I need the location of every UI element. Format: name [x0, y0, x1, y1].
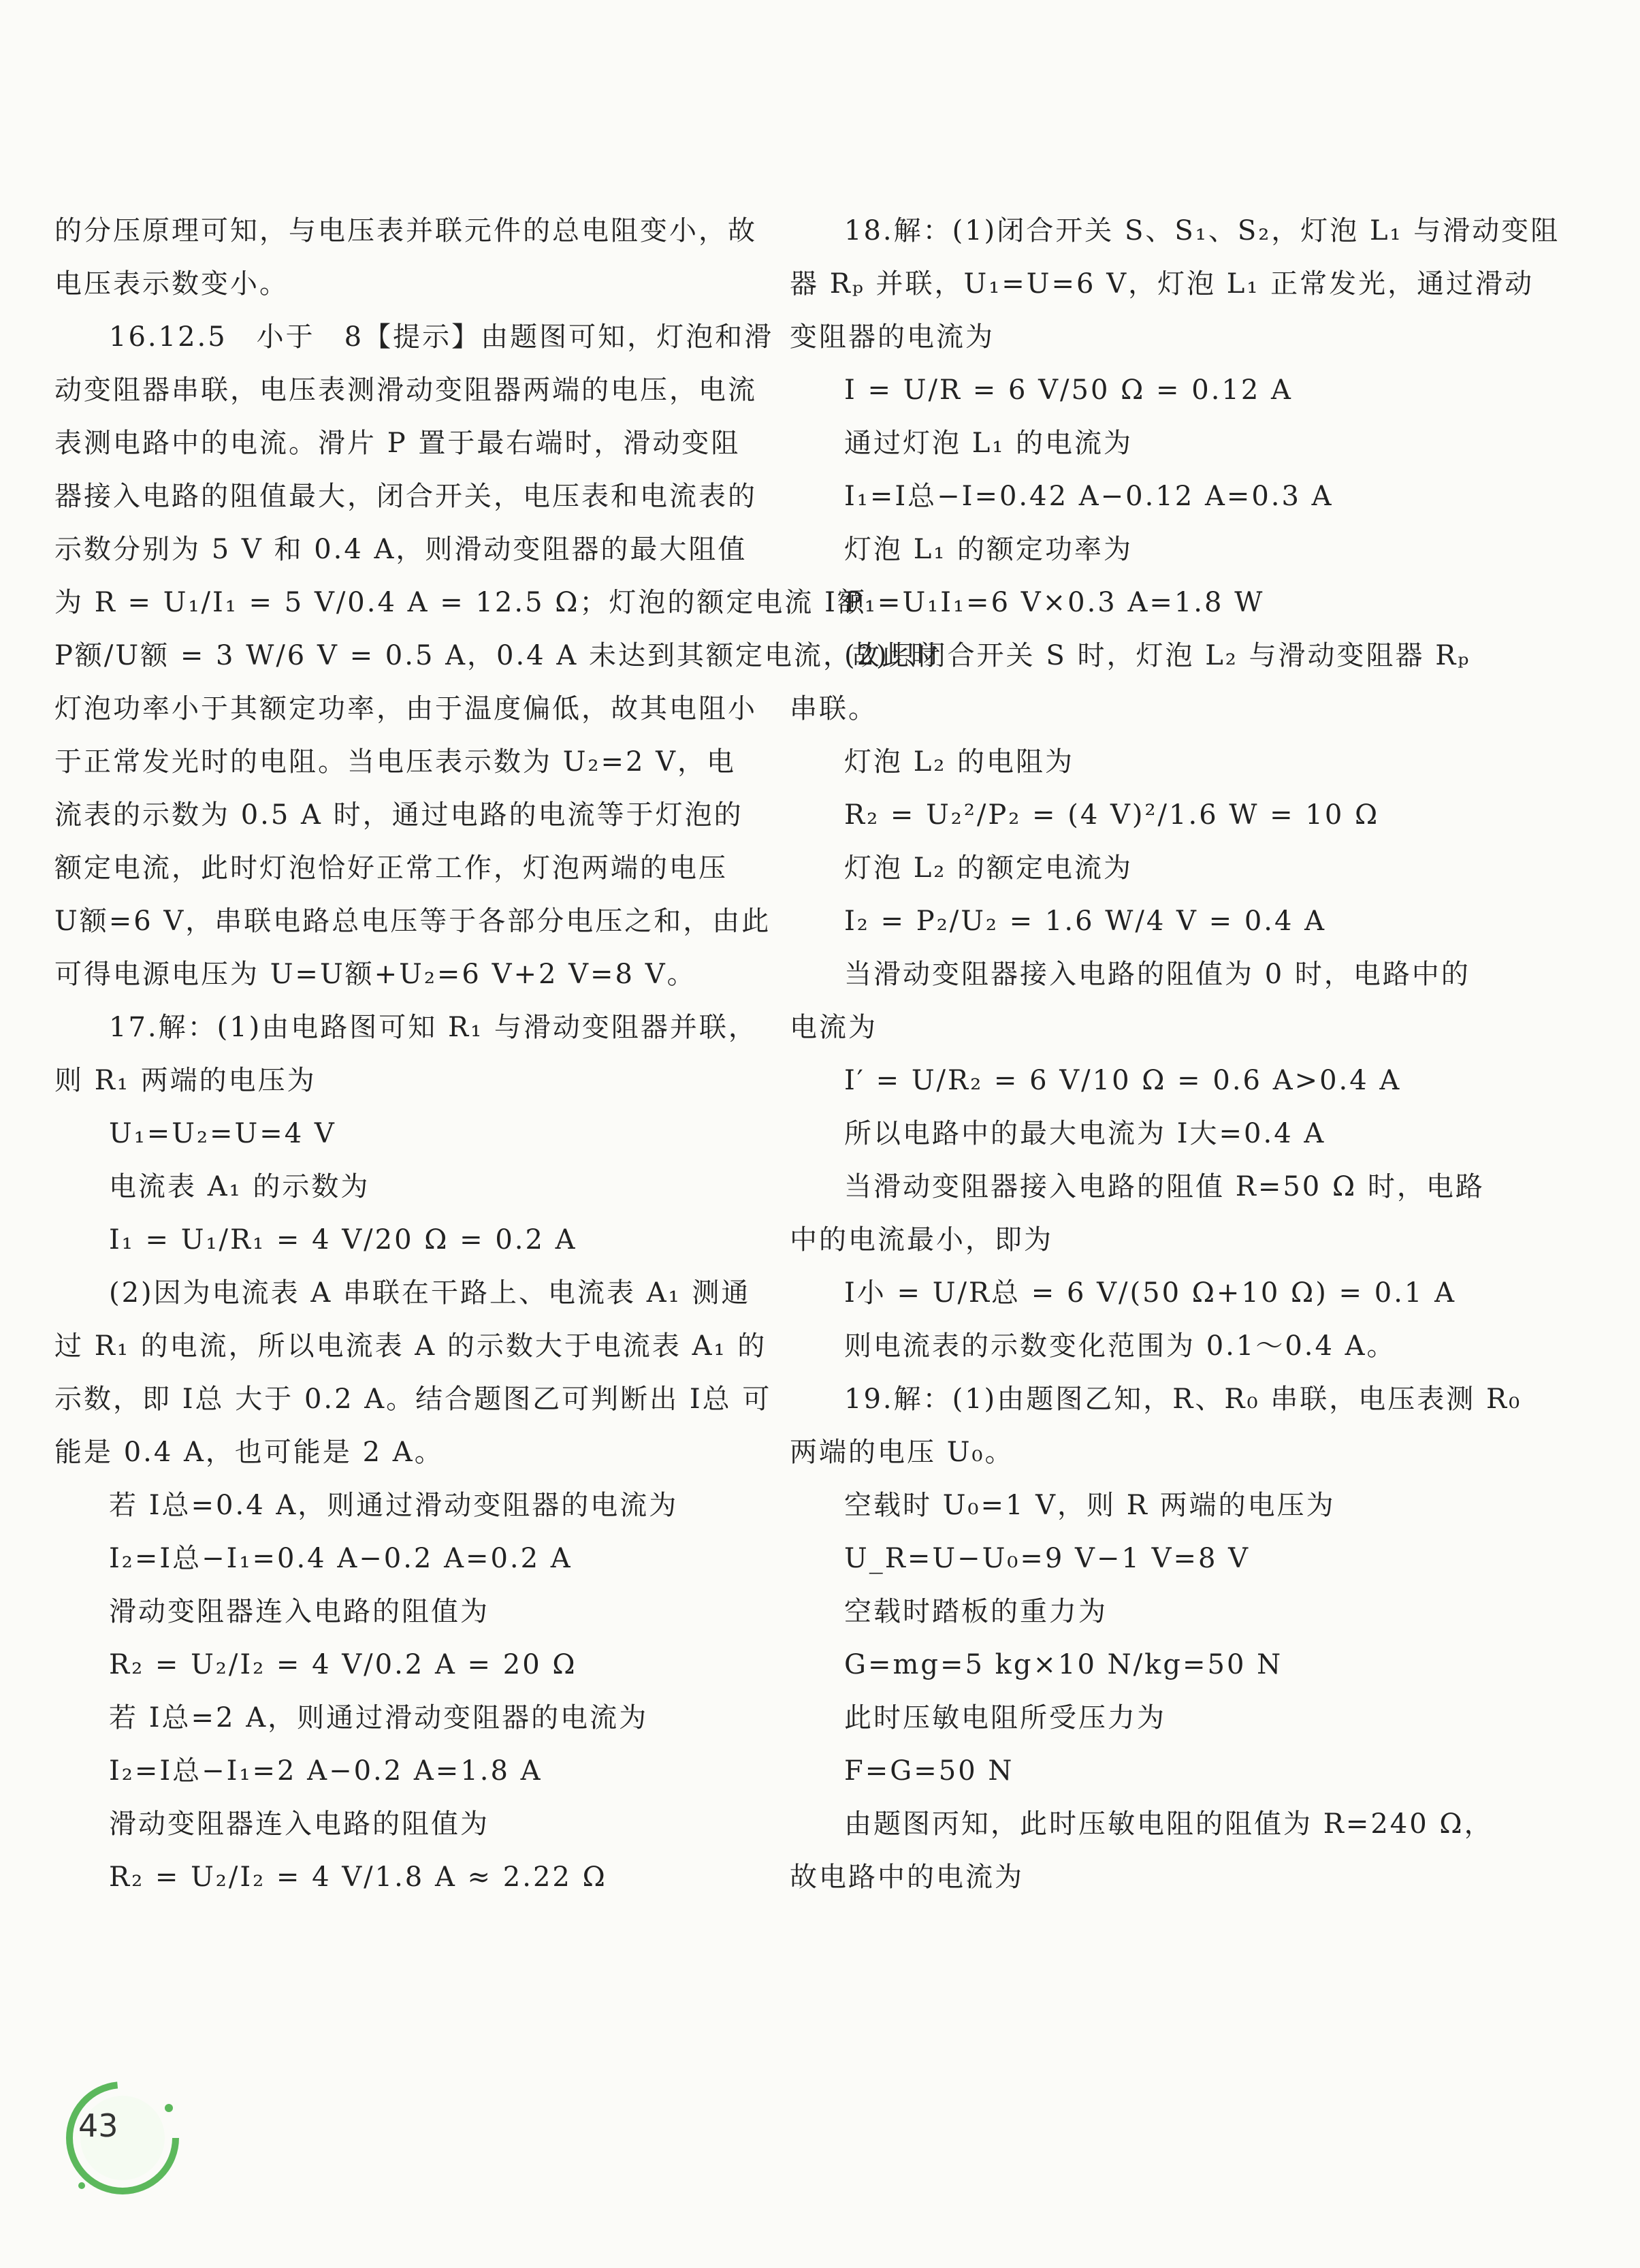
- text-line: I小 = U/R总 = 6 V/(50 Ω+10 Ω) = 0.1 A: [844, 1277, 1456, 1309]
- text-line: 额定电流，此时灯泡恰好正常工作，灯泡两端的电压: [54, 852, 728, 884]
- text-line: 19.解：(1)由题图乙知，R、R₀ 串联，电压表测 R₀: [844, 1384, 1522, 1415]
- text-line: 故电路中的电流为: [790, 1862, 1024, 1893]
- text-line: U_R=U−U₀=9 V−1 V=8 V: [844, 1543, 1251, 1574]
- text-line: 示数分别为 5 V 和 0.4 A，则滑动变阻器的最大阻值: [54, 534, 747, 565]
- text-line: 则 R₁ 两端的电压为: [54, 1065, 317, 1096]
- text-line: I₁=I总−I=0.42 A−0.12 A=0.3 A: [844, 481, 1334, 512]
- text-line: R₂ = U₂/I₂ = 4 V/1.8 A ≈ 2.22 Ω: [109, 1862, 607, 1893]
- text-line: 动变阻器串联，电压表测滑动变阻器两端的电压，电流: [54, 374, 757, 406]
- text-line: 灯泡 L₁ 的额定功率为: [844, 534, 1133, 565]
- text-line: I₂=I总−I₁=2 A−0.2 A=1.8 A: [109, 1755, 543, 1787]
- text-line: 此时压敏电阻所受压力为: [844, 1702, 1166, 1734]
- text-line: R₂ = U₂/I₂ = 4 V/0.2 A = 20 Ω: [109, 1649, 577, 1680]
- text-line: 电流表 A₁ 的示数为: [109, 1171, 370, 1202]
- badge-dot: [165, 2104, 173, 2112]
- page-number-badge: [54, 2070, 191, 2206]
- text-line: 18.解：(1)闭合开关 S、S₁、S₂，灯泡 L₁ 与滑动变阻: [844, 215, 1560, 246]
- text-line: I′ = U/R₂ = 6 V/10 Ω = 0.6 A>0.4 A: [844, 1065, 1402, 1096]
- text-line: 灯泡 L₂ 的额定电流为: [844, 852, 1133, 884]
- text-line: 中的电流最小，即为: [790, 1224, 1053, 1256]
- text-line: 由题图丙知，此时压敏电阻的阻值为 R=240 Ω，: [844, 1808, 1494, 1840]
- text-line: 灯泡功率小于其额定功率，由于温度偏低，故其电阻小: [54, 693, 757, 724]
- text-line: U额=6 V，串联电路总电压等于各部分电压之和，由此: [54, 906, 771, 937]
- text-line: 器 Rₚ 并联，U₁=U=6 V，灯泡 L₁ 正常发光，通过滑动: [790, 268, 1534, 300]
- text-line: 16.12.5 小于 8【提示】由题图可知，灯泡和滑: [109, 321, 774, 353]
- text-line: 可得电源电压为 U=U额+U₂=6 V+2 V=8 V。: [54, 959, 696, 990]
- text-line: 电压表示数变小。: [54, 268, 289, 300]
- text-line: P额/U额 = 3 W/6 V = 0.5 A，0.4 A 未达到其额定电流，故此时: [54, 640, 940, 671]
- text-line: 若 I总=0.4 A，则通过滑动变阻器的电流为: [109, 1490, 679, 1521]
- text-line: 17.解：(1)由电路图可知 R₁ 与滑动变阻器并联，: [109, 1012, 758, 1043]
- text-line: (2)只闭合开关 S 时，灯泡 L₂ 与滑动变阻器 Rₚ: [844, 640, 1471, 671]
- text-line: I₂=I总−I₁=0.4 A−0.2 A=0.2 A: [109, 1543, 573, 1574]
- text-line: I₂ = P₂/U₂ = 1.6 W/4 V = 0.4 A: [844, 906, 1327, 937]
- text-line: 串联。: [790, 693, 878, 724]
- text-line: I = U/R = 6 V/50 Ω = 0.12 A: [844, 374, 1293, 406]
- text-line: 示数，即 I总 大于 0.2 A。结合题图乙可判断出 I总 可: [54, 1384, 772, 1415]
- text-line: 为 R = U₁/I₁ = 5 V/0.4 A = 12.5 Ω；灯泡的额定电流 I额 =: [54, 587, 903, 618]
- badge-dot: [78, 2182, 85, 2189]
- text-line: (2)因为电流表 A 串联在干路上、电流表 A₁ 测通: [109, 1277, 751, 1309]
- right-column: [790, 204, 1560, 1904]
- text-line: 空载时 U₀=1 V，则 R 两端的电压为: [844, 1490, 1336, 1521]
- text-line: 当滑动变阻器接入电路的阻值为 0 时，电路中的: [844, 959, 1470, 990]
- text-line: 过 R₁ 的电流，所以电流表 A 的示数大于电流表 A₁ 的: [54, 1330, 767, 1362]
- text-line: G=mg=5 kg×10 N/kg=50 N: [844, 1649, 1283, 1680]
- text-line: 若 I总=2 A，则通过滑动变阻器的电流为: [109, 1702, 649, 1734]
- text-line: 变阻器的电流为: [790, 321, 995, 353]
- text-line: 电流为: [790, 1012, 878, 1043]
- text-line: 所以电路中的最大电流为 I大=0.4 A: [844, 1118, 1326, 1149]
- text-line: 流表的示数为 0.5 A 时，通过电路的电流等于灯泡的: [54, 799, 743, 831]
- text-line: 滑动变阻器连入电路的阻值为: [109, 1808, 489, 1840]
- text-line: 空载时踏板的重力为: [844, 1596, 1108, 1627]
- text-line: 于正常发光时的电阻。当电压表示数为 U₂=2 V，电: [54, 746, 737, 778]
- text-line: U₁=U₂=U=4 V: [109, 1118, 336, 1149]
- text-line: F=G=50 N: [844, 1755, 1014, 1787]
- text-line: 两端的电压 U₀。: [790, 1437, 1014, 1468]
- text-line: 通过灯泡 L₁ 的电流为: [844, 428, 1133, 459]
- text-line: 器接入电路的阻值最大，闭合开关，电压表和电流表的: [54, 481, 757, 512]
- text-line: 表测电路中的电流。滑片 P 置于最右端时，滑动变阻: [54, 428, 741, 459]
- text-line: I₁ = U₁/R₁ = 4 V/20 Ω = 0.2 A: [109, 1224, 577, 1256]
- text-line: P₁=U₁I₁=6 V×0.3 A=1.8 W: [844, 587, 1265, 618]
- text-line: 则电流表的示数变化范围为 0.1～0.4 A。: [844, 1330, 1396, 1362]
- text-line: 当滑动变阻器接入电路的阻值 R=50 Ω 时，电路: [844, 1171, 1485, 1202]
- text-line: 的分压原理可知，与电压表并联元件的总电阻变小，故: [54, 215, 757, 246]
- text-line: 能是 0.4 A，也可能是 2 A。: [54, 1437, 444, 1468]
- text-line: R₂ = U₂²/P₂ = (4 V)²/1.6 W = 10 Ω: [844, 799, 1380, 831]
- text-line: 灯泡 L₂ 的电阻为: [844, 746, 1075, 778]
- text-line: 滑动变阻器连入电路的阻值为: [109, 1596, 489, 1627]
- page-number: 43: [78, 2107, 118, 2144]
